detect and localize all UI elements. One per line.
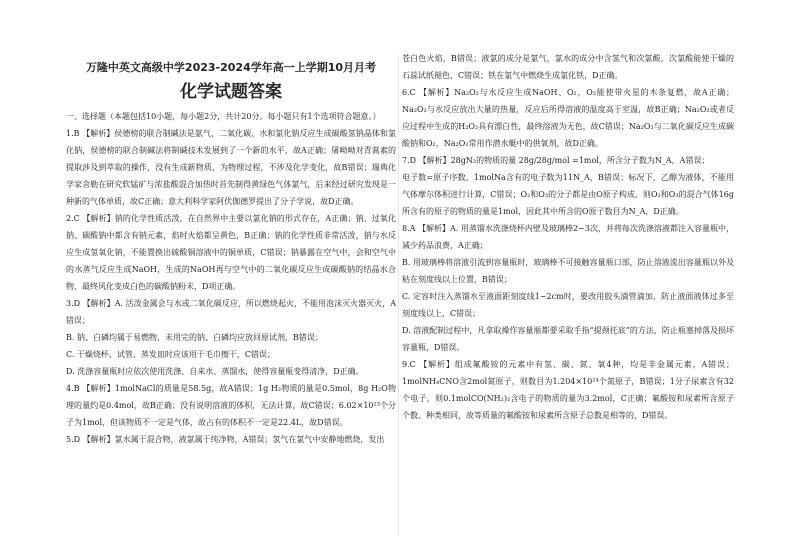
answer-7b: 电子数=原子序数，1molNa含有的电子数为11N_A，B错误；标况下，乙醇为液体，不能用气体摩尔体积进行计算，C错误；O₂和O₃的分子都是由O原子构成，则O₂和O₃的混合气体16g所含有的原子的物质的量是1mol，因此其中所含的O原子数目为N_A，D正确。: [402, 173, 734, 216]
main-title: 化学试题答案: [180, 82, 282, 102]
answer-9: 9.C 【解析】组成氟酸铵的元素中有氢、碳、氮、氧4种，均是非金属元素，A错误；1molNH₄CNO含2mol氮原子，则数目为1.204×10²⁴个氮原子，B错误；1分子尿素含有32个电子，则0.1molCO(NH₂)₂含电子的物质的量为3.2mol，C正确；氟酸铵和尿素所含原子个数、种类相同，故等质量的氟酸铵和尿素所含原子总数是相等的，D错误。: [402, 360, 734, 420]
column-divider: [398, 55, 399, 535]
left-column: [66, 60, 396, 448]
answer-8a: 8.A 【解析】A. 用蒸馏水洗涤烧杯内壁及玻璃棒2~3次，并将每次洗涤溶液都注入容量瓶中，减少药品浪费，A正确；: [402, 224, 734, 250]
answer-8d: D. 溶液配制过程中，凡拿取操作容量瓶都要采取手指“提颈托底”的方法，防止瓶塞掉落及损坏容量瓶，D错误。: [402, 326, 734, 352]
answer-3d: D. 洗涤容量瓶时应依次使用洗涤、自来水、蒸馏水，使得容量瓶变得清净，D正确。: [66, 367, 364, 376]
answer-3a: 3.D 【解析】A. 活泼金属会与水或二氧化碳反应，所以燃烧起火，不能用泡沫灭火器灭火，A错误；: [66, 299, 396, 325]
answer-3c: C. 干燥烧杯、试管、蒸发皿时应该用干毛巾擦干，C错误；: [66, 350, 276, 359]
answer-7a: 7.D 【解析】28gN₂的物质的量 28g/28g/mol =1mol，所含分子数为N_A，A错误；: [402, 156, 710, 165]
answer-5: 5.D 【解析】氯水属于混合物，液氯属于纯净物，A错误；氢气在氯气中安静地燃烧，发出: [66, 435, 385, 444]
answer-4: 4.B 【解析】1molNaCl的质量是58.5g，故A错误；1g H₂物质的量是0.5mol，8g H₂O物理的量约是0.4mol，故B正确；没有说明溶液的体积，无法计算，故C错误；6.02×10²³个分子为1mol，但该物质不一定是气体，故占有的体积不一定是22.4L，故D错误。: [66, 384, 396, 427]
right-column: [402, 50, 734, 424]
answer-5-cont: 苍白色火焰，B错误；液氯的成分是氯气，氯水的成分中含氢气和次氯酸，次氯酸能使干燥的石蕊试纸褪色，C错误；铁在氯气中燃烧生成氯化铁，D正确。: [402, 54, 734, 80]
answer-1: 1.B 【解析】侯德榜的联合制碱法是氨气、二氧化碳、水和氯化钠反应生成碳酸氢钠晶体和氯化钠，侯德榜的联合制碱法将制碱技术发展到了一个新的水平，故A正确；屠呦呦对青蒿素的提取涉及到萃取的操作，没有生成新物质，为物理过程，不涉及化学变化，故B错误；瑞典化学家舍勒在研究软锰矿与浓盐酸混合加热时首先制得黄绿色气体氯气，后来经过研究发现是一种新的气体单质，故C正确；意大利科学家阿伏伽德罗提出了分子学说，故D正确。: [66, 129, 396, 206]
answer-2: 2.C 【解析】钠的化学性质活泼，在自然界中主要以氯化钠的形式存在，A正确；钠、过氧化钠、碳酸钠中都含有钠元素，焰时火焰都呈黄色，B正确；钠的化学性质非常活泼，钠与水反应生成氢氧化钠，不能置换出硫酸铜溶液中的铜单质，C错误；钠暴露在空气中，会和空气中的水蒸气反应生成NaOH，生成的NaOH再与空气中的二氧化碳反应生成碳酸钠的结晶水合物，最终风化变成白色的碳酸钠粉末，D项正确。: [66, 214, 396, 291]
answer-3b: B. 钠、白磷均属于易燃物，未用完的钠、白磷均应放回原试剂，B错误；: [66, 333, 323, 342]
answer-8c: C. 定容时注入蒸馏水至液面距刻度线1~2cm时，要改用胶头滴管滴加，防止液面液体过多至刻度线以上，C错误；: [402, 292, 734, 318]
section-heading: 一、选择题（本题包括10小题，每小题2分，共计20分。每小题只有1个选项符合题意。）: [66, 112, 381, 121]
answer-6: 6.C 【解析】Na₂O₂与水反应生成NaOH、O₂，O₂能使带火星的木条复燃，故A正确；Na₂O₂与水反应放出大量的热量，反应后所得溶液的温度高于室温，故B正确；Na₂O₂或者反应过程中生成的H₂O₂具有漂白性，最终溶液为无色，故C错误；Na₂O₂与二氧化碳反应生成碳酸钠和O₂，Na₂O₂常用作潜水艇中的供氧剂，故D正确。: [402, 88, 734, 148]
header-title: 万隆中英文高级中学2023-2024学年高一上学期10月月考: [85, 61, 377, 74]
answer-8b: B. 用玻璃棒将溶液引流到容量瓶时，玻璃棒不可接触容量瓶口部，防止溶液流出容量瓶以外及粘在刻度线以上位置，B错误；: [402, 258, 734, 284]
